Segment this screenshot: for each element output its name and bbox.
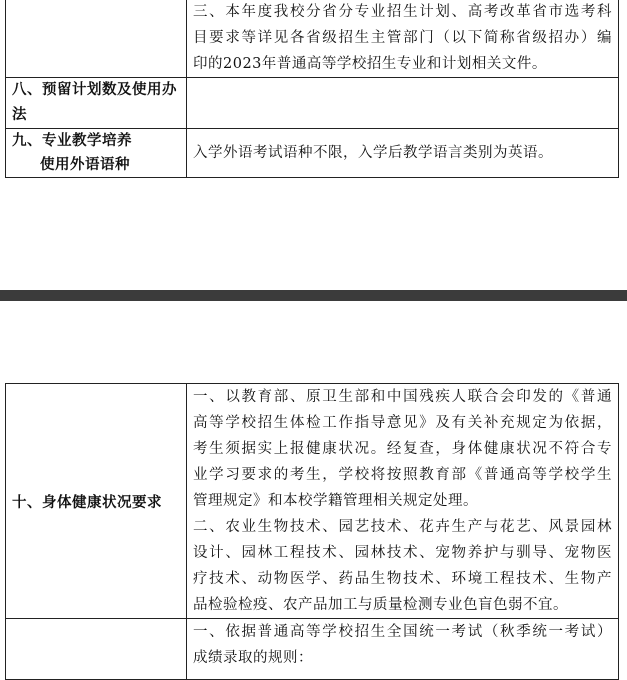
text-line: 考生须据实上报健康状况。经复查，身体健康状况不符合专 [193,441,612,457]
row-label-empty [6,0,187,78]
row-label-reserved-plan [6,78,187,129]
row-content-health-requirements [187,384,619,619]
text-line: 一、以教育部、原卫生部和中国残疾人联合会印发的《普通 [193,389,612,405]
label-line: 使用外语语种 [40,157,130,173]
label-line: 九、专业教学培养 [12,133,132,149]
text-line: 品检验检疫、农产品加工与质量检测专业色盲色弱不宜。 [193,597,568,613]
text-line: 高等学校招生体检工作指导意见》及有关补充规定为依据， [193,415,612,431]
table-row [6,619,619,680]
text-line: 管理规定》和本校学籍管理相关规定处理。 [193,493,478,509]
table-row [6,78,619,129]
row-content-plan-details [187,0,619,78]
text-line: 二、农业生物技术、园艺技术、花卉生产与花艺、风景园林 [193,519,612,535]
row-label-admission-rules [6,619,187,680]
row-content-reserved-plan [187,78,619,129]
row-content-admission-rules [187,619,619,680]
row-content-foreign-language [187,129,619,178]
row-label-health-requirements: 十、身体健康状况要求 [6,384,187,619]
text-line: 疗技术、动物医学、药品生物技术、环境工程技术、生物产 [193,571,612,587]
table-row [6,129,619,178]
admission-rules-table-top [5,0,619,178]
label-line: 八、预留计划数及使用办 [12,82,177,98]
table-row [6,384,619,619]
page-break-divider [0,290,627,301]
admission-rules-table-bottom [5,383,619,680]
text-line: 成绩录取的规则： [193,650,313,666]
text-line: 入学外语考试语种不限，入学后教学语言类别为英语。 [193,145,553,161]
text-line: 一、依据普通高等学校招生全国统一考试（秋季统一考试） [193,624,612,640]
text-line: 目要求等详见各省级招生主管部门（以下简称省级招办）编 [193,30,612,46]
text-line: 三、本年度我校分省分专业招生计划、高考改革省市选考科 [193,4,612,20]
table-row [6,0,619,78]
text-line: 设计、园林工程技术、园林技术、宠物养护与驯导、宠物医 [193,545,612,561]
label-line: 法 [12,107,27,123]
text-line: 业学习要求的考生，学校将按照教育部《普通高等学校学生 [193,467,612,483]
row-label-foreign-language [6,129,187,178]
text-line: 印的2023年普通高等学校招生专业和计划相关文件。 [193,56,547,72]
